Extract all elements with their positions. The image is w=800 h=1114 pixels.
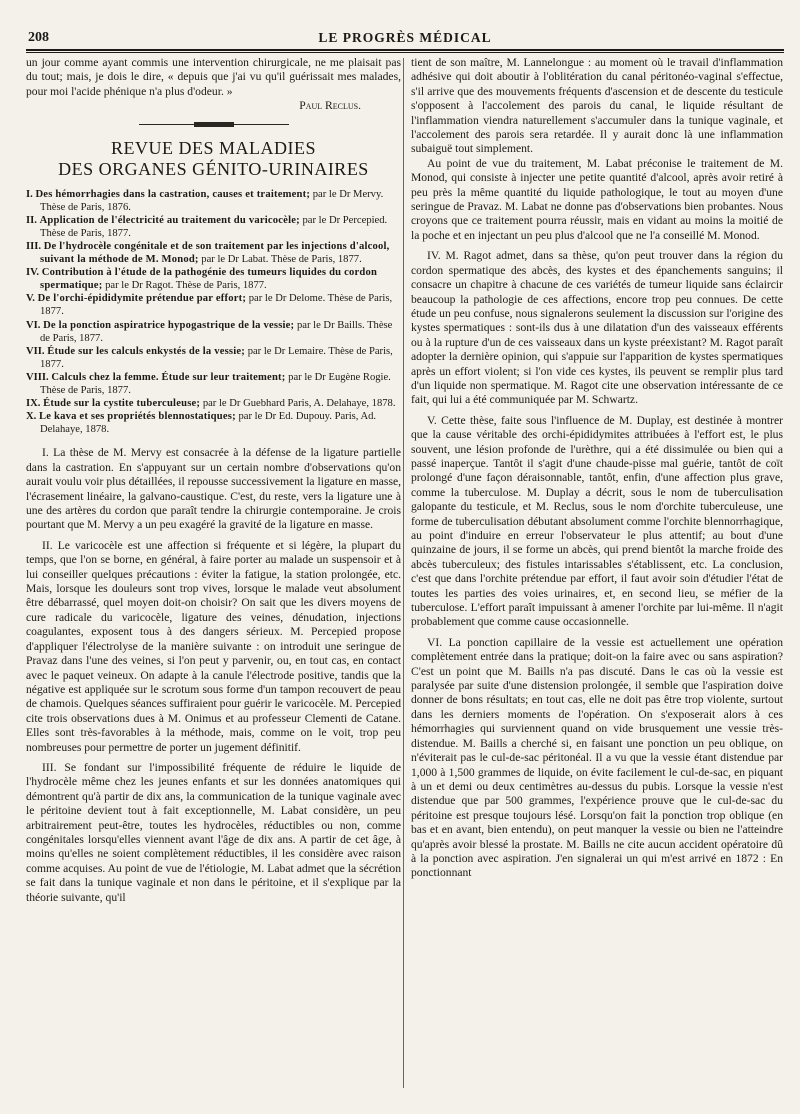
body-paragraph: III. Se fondant sur l'impossibilité fréquente de réduire le liquide de l'hydrocèle même chez les jeunes enfants et sur les données anatomiques qui démontrent qu'à partir de dix ans, la communication de la tunique vaginale avec le péritoine devient tout à fait exceptionnelle, M. Labat considère, un peu arbitrairement peut-être, toutes les hydrocèles, réductibles ou non, comme congénitales lorsqu'elles viennent avant l'âge de dix ans. A partir de cet âge, à moins qu'elles ne soient complètement réductibles, il les considère avec raison comme acquises. Au point de vue de l'étiologie, M. Labat admet que la sécrétion se fait dans la tunique vaginale et non dans le péritoine, et il s'explique par la théorie suivante, qu'il bbox=[26, 760, 401, 904]
reference-item: I. Des hémorrhagies dans la castration, causes et traitement; par le Dr Mervy. Thèse de Paris, 1876. bbox=[26, 188, 384, 213]
review-title: REVUE DES MALADIES bbox=[111, 137, 316, 158]
header-rule bbox=[26, 49, 784, 51]
reference-list bbox=[26, 188, 401, 437]
body-paragraph: tient de son maître, M. Lannelongue : au moment où le travail d'inflammation adhésive qui doit aboutir à l'oblitération du canal péritonéo-vaginal s'effectue, s'il arrive que des mouvements fréquents d'ascension et de descente du testicule s'opposent à l'accolement des parois du canal, le liquide résultant de l'inflammation viendra naturellement s'accumuler dans la tunique vaginale, et l'accolement des parois sera retardée. Il y aurait donc là une inflammation subaiguë tout simplement. bbox=[411, 56, 783, 156]
column-divider bbox=[403, 58, 404, 1088]
reference-item: VIII. Calculs chez la femme. Étude sur leur traitement; par le Dr Eugène Rogie. Thèse de Paris, 1877. bbox=[26, 371, 391, 397]
body-paragraph: V. Cette thèse, faite sous l'influence de M. Duplay, est destinée à montrer que la cause véritable des orchi-épididymites attribuées à l'effort est, le plus souvent, une lésion profonde de l'urèthre, qui a été dissimulée ou bien qui a passé inaperçue. Tantôt il s'agit d'une chaude-pisse mal guérie, tantôt de coït prolongé d'une façon déraisonnable, tantôt, enfin, d'une affection plus grave, comme la tuberculose. M. Duplay a décrit, sous le nom de tuberculisation galopante du testicule, et M. Reclus, sous le nom d'orchite tuberculeuse, une forme de tuberculisation débutant absolument comme l'orchite blennorrhagique, au point d'induire en erreur l'observateur le plus attentif; au bout d'une quinzaine de jours, il se forme un abcès, qui prend bientôt la marche froide des abcès tuberculeux; des fistules intarissables s'établissent, etc. La conclusion, c'est que dans l'orchite prétendue par effort, il faut avoir soin d'étudier l'état de toutes les parties des voies urinaires, et, en second lieu, se méfier de la tuberculose. L'effort paraît impuissant à amener l'orchite par lui-même. Il n'agit probablement que comme cause occasionnelle. bbox=[411, 413, 783, 629]
ornament-center bbox=[194, 122, 234, 127]
reference-item: IV. Contribution à l'étude de la pathogénie des tumeurs liquides du cordon spermatique; par le Dr Ragot. Thèse de Paris, 1877. bbox=[26, 267, 378, 292]
body-paragraph: I. La thèse de M. Mervy est consacrée à la défense de la ligature partielle dans la castration. En s'appuyant sur un certain nombre d'observations qu'on aurait voulu voir plus détaillées, il repousse successivement la ligature en masse, l'écrasement linéaire, la galvano-caustique. C'est, du reste, vers la ligature une à une des artères du cordon que paraît tendre la chirurgie contemporaine. Je crois pourtant que M. Mervy a un peu exagéré la gravité de la ligature en masse. bbox=[26, 446, 401, 532]
reference-item: V. De l'orchi-épididymite prétendue par effort; par le Dr Delome. Thèse de Paris, 1877. bbox=[26, 293, 393, 318]
reference-item: III. De l'hydrocèle congénitale et de son traitement par les injections d'alcool, suivant la méthode de M. Monod; par le Dr Labat. Thèse de Paris, 1877. bbox=[26, 241, 390, 266]
body-paragraph: Au point de vue du traitement, M. Labat préconise le traitement de M. Monod, qui consiste à injecter une petite quantité d'alcool, après avoir retiré à peu près la même quantité du liquide pathologique, le tout au moyen d'une seringue de Pravaz. M. Labat ne donne pas d'observations bien probantes. Nous croyons que ce traitement pourra réussir, mais en vidant au moins la moitié de la poche et en injectant un peu plus d'alcool que ne l'a conseillé M. Monod. bbox=[411, 156, 783, 242]
reference-item: X. Le kava et ses propriétés blennostatiques; par le Dr Ed. Dupouy. Paris, Ad. Delahaye, 1878. bbox=[26, 411, 377, 436]
reference-item: IX. Étude sur la cystite tuberculeuse; par le Dr Guebhard Paris, A. Delahaye, 1878. bbox=[26, 398, 396, 410]
author-signature bbox=[26, 99, 401, 113]
body-paragraph: IV. M. Ragot admet, dans sa thèse, qu'on peut trouver dans la région du cordon spermatique des abcès, des kystes et des épanchements sanguins; il consacre un chapitre à chacune de ces variétés de tumeur liquide sans éclaircir beaucoup la pathologie de ces affections, encore trop peu connues. De cette étude un peu confuse, nous signalerons seulement la discussion sur l'origine des kystes spermatiques : sont-ils dus à une dilatation d'un des vaisseaux efférents ou à la rupture d'un de ces vaisseaux dans un kyste préexistant? M. Ragot paraît adopter la dernière opinion, qui s'appuie sur l'apparition de kystes spermatiques après un effort violent; si l'on vide ces kystes, ils peuvent se remplir plus tard d'un liquide non spermatique. M. Ragot cite une observation intéressante de ce fait, qui lui a été communiquée par M. Schwartz. bbox=[411, 249, 783, 407]
running-title: LE PROGRÈS MÉDICAL bbox=[318, 30, 492, 45]
signature-text: Paul Reclus. bbox=[299, 99, 361, 113]
page-number: 208 bbox=[28, 30, 49, 45]
intro-paragraph: un jour comme ayant commis une intervention chirurgicale, ne me plaisait pas du tout; mais, je dois le dire, « depuis que j'ai vu qu'il guérissait mes malades, pour moi l'acide phénique n'a plus d'odeur. » bbox=[26, 56, 401, 98]
body-paragraph: II. Le varicocèle est une affection si fréquente et si légère, la plupart du temps, que l'on se borne, en général, à faire porter au malade un suspensoir et à lui conseiller quelques précautions : éviter la fatigue, la station prolongée, etc. Mais, lorsque les douleurs sont trop vives, lorsque le malade veut absolument être débarrassé, quel moyen doit-on choisir? On sait que les divers moyens de cure radicale du varicocèle, ligature des veines, dénudation, injections coagulantes, exposent tous à des dangers sérieux. M. Percepied propose d'appliquer l'électrolyse de la manière suivante : on introduit une seringue de Pravaz dans l'une des veines, si l'on peut y parvenir, ou, en tout cas, en contact avec le paquet veineux. On adapte à la canule l'électrode positive, tandis que la négative est appliquée sur le scrotum sous forme d'un tampon recouvert de peau de chamois. Quelques séances suffiraient pour guérir le varicocèle. M. Percepied cite trois observations dues à M. Onimus et au professeur Clementi de Catane. Elles sont très-favorables à la méthode, mais, comme on le voit, trop peu nombreuses pour permettre de porter un jugement définitif. bbox=[26, 538, 401, 754]
reference-item: VII. Étude sur les calculs enkystés de la vessie; par le Dr Lemaire. Thèse de Paris, 1877. bbox=[26, 345, 393, 370]
page-header bbox=[26, 26, 784, 50]
left-column bbox=[26, 56, 401, 1096]
header-rule-thin bbox=[26, 52, 784, 53]
section-ornament bbox=[139, 122, 289, 128]
body-paragraph: VI. La ponction capillaire de la vessie est actuellement une opération complètement entrée dans la pratique; doit-on la faire avec ou sans aspiration? C'est un point que M. Baills n'a pas discuté. Dans le cas où la vessie est paralysée par suite d'une distension prolongée, il semble que l'aspiration doive donner de bons résultats; en tout cas, elle ne doit pas être trop violente, surtout dans les derniers moments de l'opération. On s'exposerait alors à ces hémorrhagies qui surviennent quand on vide brusquement une vessie très-distendue. M. Baills a cherché si, en faisant une ponction un peu oblique, on n'éviterait pas le cul-de-sac péritonéal. Il a vu que la vessie étant distendue par 1,000 à 1,500 grammes de liquide, on évite facilement le cul-de-sac, en piquant à un et demi ou deux centimètres au-dessus du pubis. Lorsque la vessie n'est distendue que par 500 grammes, l'expérience prouve que le cul-de-sac du péritoine est presque toujours lésé. Lorsqu'on fait la ponction trop oblique (en bas et en avant, bien entendu), on peut manquer la vessie ou bien ne l'atteindre qu'après avoir blessé la prostate. M. Baills ne cite aucun accident opératoire dû à la ponction avec aspiration. J'en signalerai un qui m'est arrivé en 1872 : En ponctionnant bbox=[411, 635, 783, 880]
reference-item: VI. De la ponction aspiratrice hypogastrique de la vessie; par le Dr Baills. Thèse de Paris, 1877. bbox=[26, 319, 393, 344]
reference-item: II. Application de l'électricité au traitement du varicocèle; par le Dr Percepied. Thèse de Paris, 1877. bbox=[26, 214, 388, 239]
right-column bbox=[411, 56, 783, 1096]
review-subtitle: DES ORGANES GÉNITO-URINAIRES bbox=[58, 158, 369, 179]
